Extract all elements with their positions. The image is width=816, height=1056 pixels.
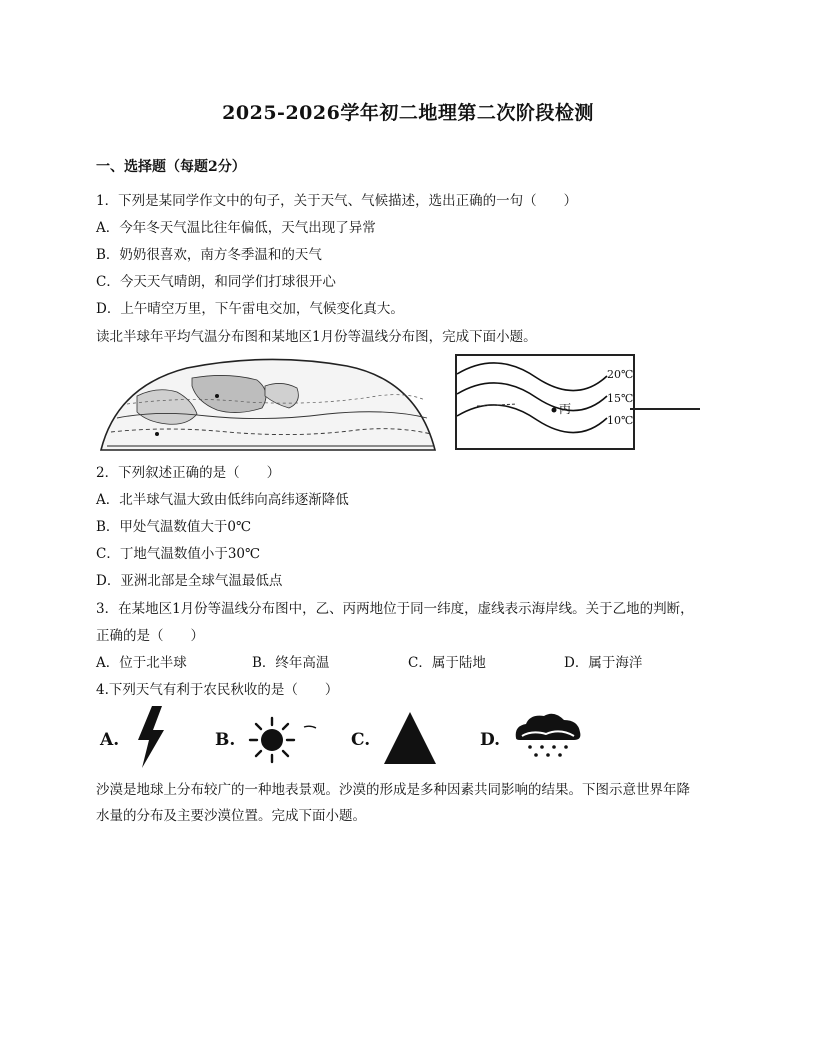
question-1-option-a: A．今年冬天气温比往年偏低，天气出现了异常 [96, 220, 376, 236]
isotherm-label-15: 15℃ [607, 392, 634, 405]
question-1-option-b: B．奶奶很喜欢，南方冬季温和的天气 [96, 247, 322, 263]
question-2-stem: 2．下列叙述正确的是（ ） [96, 465, 281, 481]
section-heading: 一、选择题（每题2分） [96, 159, 246, 175]
latitude-line-extension [630, 408, 700, 410]
question-2-option-a: A．北半球气温大致由低纬向高纬逐渐降低 [96, 492, 349, 508]
question-2-option-d: D．亚洲北部是全球气温最低点 [96, 573, 283, 589]
question-4-label-b: B. [215, 730, 236, 750]
question-3-option-d: D．属于海洋 [564, 655, 643, 671]
question-4-label-d: D. [480, 730, 501, 750]
isotherm-label-10: 10℃ [607, 414, 634, 427]
question-4-label-c: C. [351, 730, 371, 750]
reading-intro-2 [96, 777, 736, 829]
question-3-stem-line1: 3．在某地区1月份等温线分布图中，乙、丙两地位于同一纬度，虚线表示海岸线。关于乙地的判断， [96, 601, 694, 617]
lightning-icon [134, 706, 168, 772]
reading-intro-1: 读北半球年平均气温分布图和某地区1月份等温线分布图，完成下面小题。 [96, 329, 537, 345]
triangle-icon [382, 710, 438, 770]
question-3-option-c: C．属于陆地 [408, 655, 486, 671]
point-bing-label: 丙 [559, 402, 572, 416]
question-1-stem: 1．下列是某同学作文中的句子，关于天气、气候描述，选出正确的一句（ ） [96, 193, 578, 209]
question-1-option-d: D．上午晴空万里，下午雷电交加，气候变化真大。 [96, 301, 404, 317]
reading-intro-2-line2: 水量的分布及主要沙漠位置。完成下面小题。 [96, 808, 366, 824]
isotherm-label-20: 20℃ [607, 368, 634, 381]
question-2-option-c: C．丁地气温数值小于30℃ [96, 546, 261, 562]
sun-icon [248, 716, 296, 768]
question-3-options [96, 651, 736, 671]
january-isotherm-diagram [455, 354, 635, 450]
question-2-option-b: B．甲处气温数值大于0℃ [96, 519, 252, 535]
question-1-option-c: C．今天天气晴朗，和同学们打球很开心 [96, 274, 336, 290]
reading-intro-2-line1: 沙漠是地球上分布较广的一种地表景观。沙漠的形成是多种因素共同影响的结果。下图示意世界年降 [96, 782, 690, 798]
page-title: 2025-2026学年初二地理第二次阶段检测 [222, 102, 594, 124]
question-4-label-a: A. [100, 730, 120, 750]
rain-cloud-icon [512, 712, 584, 766]
question-3-option-b: B．终年高温 [252, 655, 330, 671]
tick-mark-decoration [303, 718, 317, 737]
question-3-option-a: A．位于北半球 [96, 655, 187, 671]
question-3-stem-line2: 正确的是（ ） [96, 628, 204, 644]
question-4-stem: 4.下列天气有利于农民秋收的是（ ） [96, 682, 339, 698]
northern-hemisphere-temperature-map [97, 356, 437, 452]
